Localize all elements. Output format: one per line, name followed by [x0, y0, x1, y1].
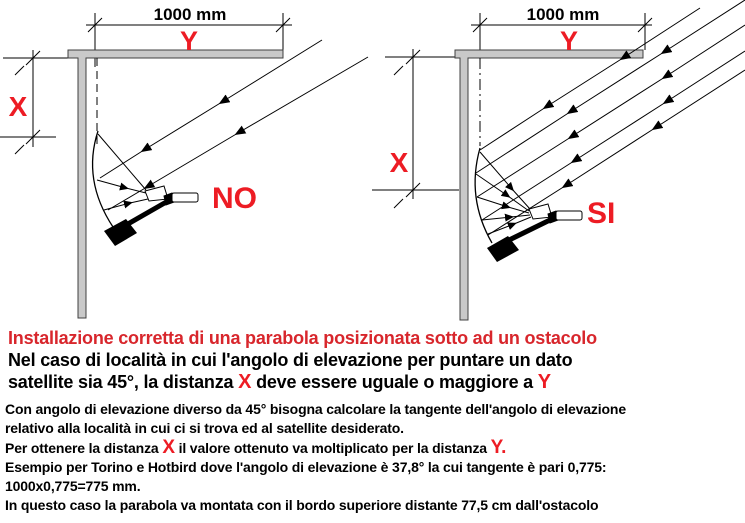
caption-line: Con angolo di elevazione diverso da 45° bisogna calcolare la tangente dell'angolo di elevazione [5, 401, 626, 417]
caption-body [5, 400, 743, 515]
caption-text: . [501, 437, 507, 458]
right-x-label: X [389, 147, 409, 178]
right-y-label: Y [559, 26, 579, 56]
left-verdict-label: NO [212, 182, 257, 215]
right-xdim-tick-minor [394, 66, 403, 75]
caption-text: satellite sia 45°, la distanza [8, 372, 239, 392]
left-diagram [0, 5, 368, 318]
right-lnb-body [556, 211, 582, 220]
left-xdim-tick-minor [15, 66, 24, 75]
right-verdict-label: SI [587, 197, 616, 230]
caption-line [5, 438, 743, 458]
right-signal-ray [482, 51, 745, 220]
right-signal-ray [488, 70, 745, 235]
caption-text: deve essere uguale o maggiore a [251, 372, 538, 392]
caption-line [8, 371, 743, 393]
caption-line: In questo caso la parabola va montata con il bordo superiore distante 77,5 cm dall'ostacolo [5, 497, 599, 513]
y-distance-label: Y [537, 371, 551, 393]
right-signal-ray [480, 8, 700, 150]
right-dim-label: 1000 mm [526, 5, 600, 24]
caption-line: relativo alla località in cui ci si trova ed al satellite desiderato. [5, 420, 404, 436]
left-dim-label: 1000 mm [153, 5, 227, 24]
caption-text: Per ottenere la distanza [5, 440, 163, 456]
y-distance-label: Y [490, 437, 502, 458]
left-signal-ray [100, 40, 322, 178]
right-diagram [372, 0, 745, 320]
right-signal-ray [476, 0, 745, 173]
caption-line: 1000x0,775=775 mm. [5, 478, 141, 494]
caption-title: Installazione corretta di una parabola posizionata sotto ad un ostacolo [8, 328, 597, 348]
right-wall [455, 50, 643, 320]
left-y-label: Y [179, 26, 199, 56]
caption-block [5, 327, 743, 515]
caption-line: Nel caso di località in cui l'angolo di elevazione per puntare un dato [8, 350, 573, 370]
left-lnb-body [172, 193, 198, 202]
left-reflected-ray [98, 134, 146, 190]
left-x-label: X [8, 91, 28, 122]
left-dish-arc [93, 131, 113, 227]
x-distance-label: X [238, 371, 252, 393]
left-reflected-ray [104, 199, 148, 210]
caption-line: Esempio per Torino e Hotbird dove l'angolo di elevazione è 37,8° la cui tangente è pari 0,775: [5, 459, 607, 475]
left-xdim-tick-minor [15, 145, 24, 154]
x-distance-label: X [162, 437, 175, 458]
caption-text: il valore ottenuto va moltiplicato per la distanza [174, 440, 491, 456]
right-xdim-tick-minor [394, 199, 403, 208]
